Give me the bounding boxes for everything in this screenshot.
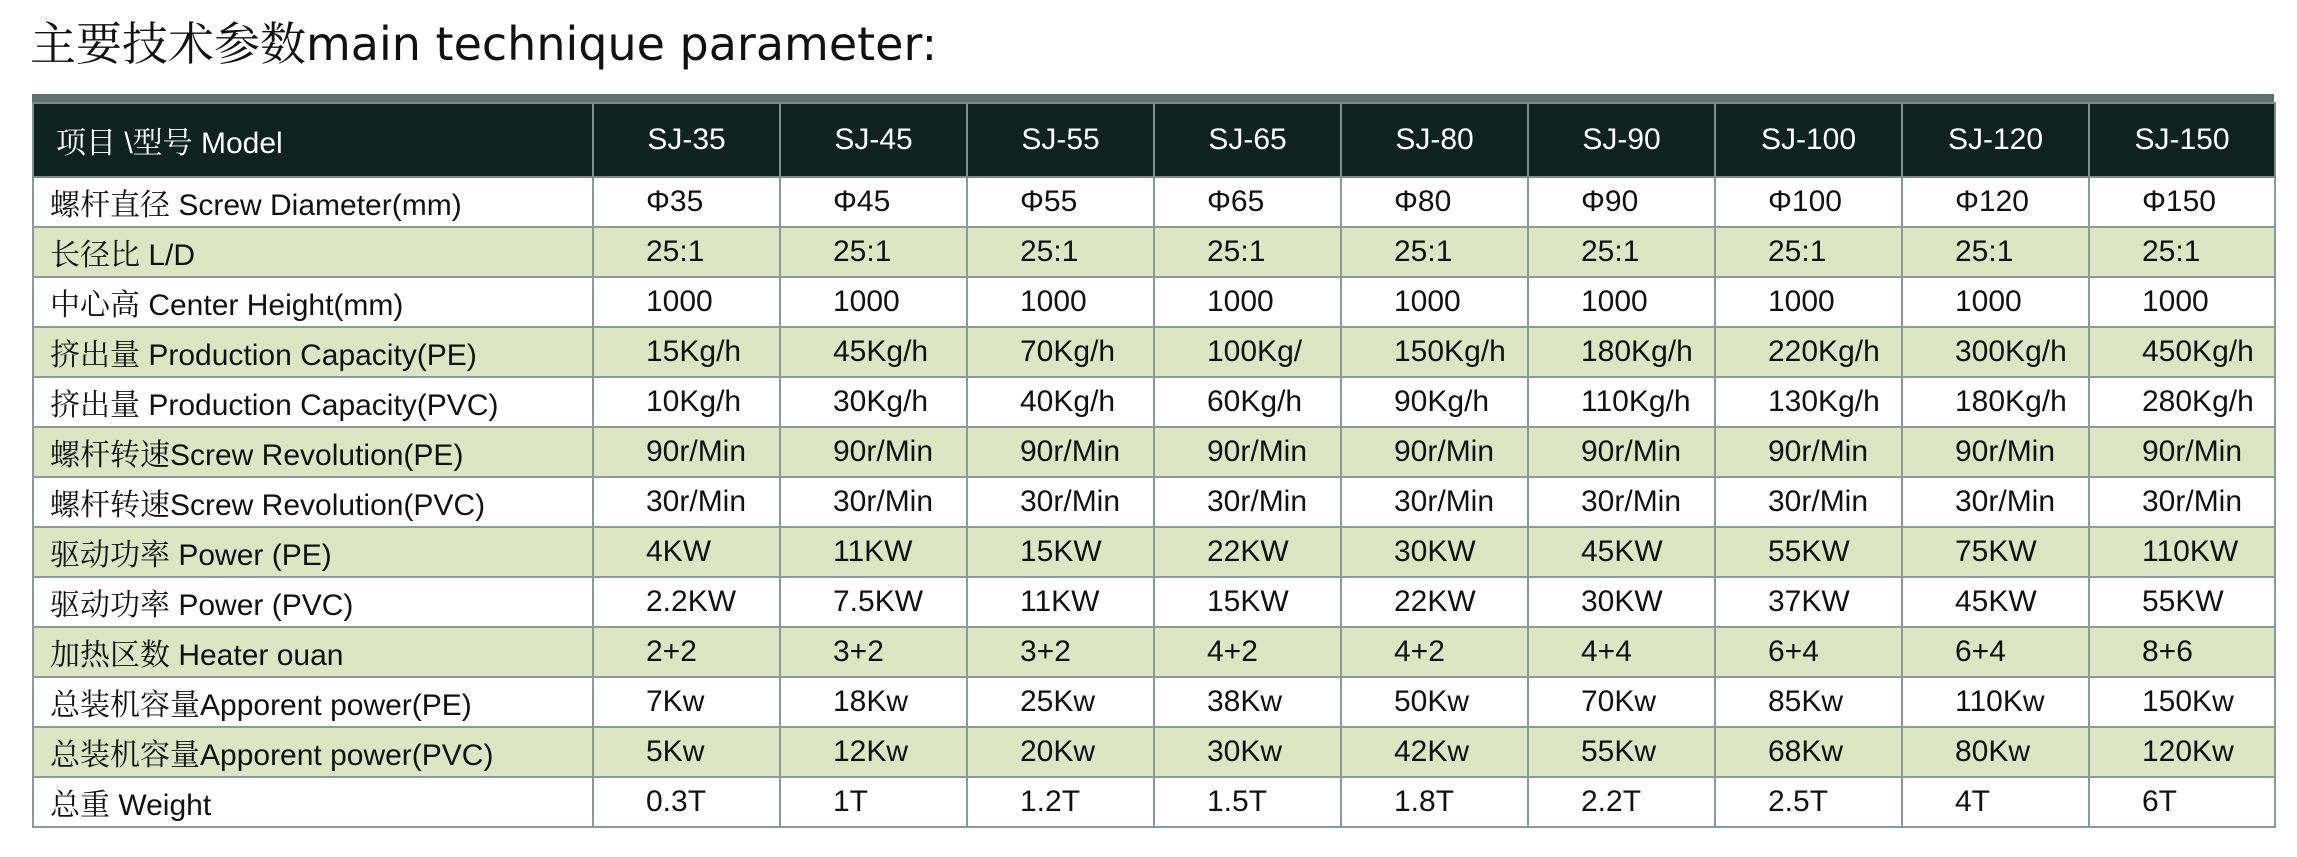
table-cell: 2.2KW xyxy=(593,577,780,627)
model-header: SJ-100 xyxy=(1715,103,1902,177)
table-cell: 25:1 xyxy=(967,227,1154,277)
table-cell: 75KW xyxy=(1902,527,2089,577)
table-cell: 1000 xyxy=(2089,277,2275,327)
table-cell: 4T xyxy=(1902,777,2089,827)
table-row xyxy=(33,177,2275,227)
header-label: 项目 \型号 Model xyxy=(33,103,593,177)
table-cell: 7.5KW xyxy=(780,577,967,627)
row-label: 螺杆转速Screw Revolution(PE) xyxy=(33,427,593,477)
table-cell: 2.5T xyxy=(1715,777,1902,827)
table-row xyxy=(33,227,2275,277)
table-cell: 1000 xyxy=(1715,277,1902,327)
table-cell: 280Kg/h xyxy=(2089,377,2275,427)
table-cell: 30KW xyxy=(1341,527,1528,577)
page-title: 主要技术参数main technique parameter: xyxy=(30,17,938,71)
table-cell: 25:1 xyxy=(593,227,780,277)
table-cell: 90r/Min xyxy=(1902,427,2089,477)
table-cell: 70Kw xyxy=(1528,677,1715,727)
table-row xyxy=(33,677,2275,727)
table-cell: 1000 xyxy=(1341,277,1528,327)
table-cell: Φ80 xyxy=(1341,177,1528,227)
table-cell: 1.2T xyxy=(967,777,1154,827)
table-cell: 90r/Min xyxy=(1715,427,1902,477)
model-header: SJ-90 xyxy=(1528,103,1715,177)
table-cell: 55KW xyxy=(1715,527,1902,577)
table-cell: 30r/Min xyxy=(1528,477,1715,527)
row-label: 中心高 Center Height(mm) xyxy=(33,277,593,327)
table-cell: 1000 xyxy=(593,277,780,327)
table-cell: 30r/Min xyxy=(780,477,967,527)
model-header: SJ-65 xyxy=(1154,103,1341,177)
table-cell: Φ35 xyxy=(593,177,780,227)
table-cell: 55KW xyxy=(2089,577,2275,627)
table-cell: 90r/Min xyxy=(2089,427,2275,477)
row-label: 总装机容量Apporent power(PE) xyxy=(33,677,593,727)
table-cell: 85Kw xyxy=(1715,677,1902,727)
table-cell: 25:1 xyxy=(1528,227,1715,277)
table-cell: 10Kg/h xyxy=(593,377,780,427)
table-cell: 8+6 xyxy=(2089,627,2275,677)
table-cell: 4+2 xyxy=(1154,627,1341,677)
model-header: SJ-120 xyxy=(1902,103,2089,177)
table-cell: 22KW xyxy=(1154,527,1341,577)
table-cell: Φ150 xyxy=(2089,177,2275,227)
table-cell: 22KW xyxy=(1341,577,1528,627)
model-header: SJ-150 xyxy=(2089,103,2275,177)
table-cell: 20Kw xyxy=(967,727,1154,777)
table-cell: 37KW xyxy=(1715,577,1902,627)
model-header: SJ-45 xyxy=(780,103,967,177)
table-cell: 150Kw xyxy=(2089,677,2275,727)
table-cell: 4+4 xyxy=(1528,627,1715,677)
table-cell: 90r/Min xyxy=(1528,427,1715,477)
table-cell: 70Kg/h xyxy=(967,327,1154,377)
table-cell: 180Kg/h xyxy=(1902,377,2089,427)
table-cell: 3+2 xyxy=(967,627,1154,677)
table-cell: 150Kg/h xyxy=(1341,327,1528,377)
table-cell: 4+2 xyxy=(1341,627,1528,677)
table-cell: 220Kg/h xyxy=(1715,327,1902,377)
table-cell: 1.8T xyxy=(1341,777,1528,827)
table-cell: 30r/Min xyxy=(593,477,780,527)
table-row xyxy=(33,277,2275,327)
row-label: 挤出量 Production Capacity(PVC) xyxy=(33,377,593,427)
table-cell: 30KW xyxy=(1528,577,1715,627)
table-cell: 45Kg/h xyxy=(780,327,967,377)
table-cell: 2.2T xyxy=(1528,777,1715,827)
table-cell: 30r/Min xyxy=(1715,477,1902,527)
table-cell: 30r/Min xyxy=(967,477,1154,527)
table-row xyxy=(33,627,2275,677)
model-header: SJ-35 xyxy=(593,103,780,177)
table-cell: Φ55 xyxy=(967,177,1154,227)
table-cell: Φ90 xyxy=(1528,177,1715,227)
table-cell: 0.3T xyxy=(593,777,780,827)
table-cell: 1T xyxy=(780,777,967,827)
model-header: SJ-80 xyxy=(1341,103,1528,177)
table-cell: Φ100 xyxy=(1715,177,1902,227)
table-row xyxy=(33,327,2275,377)
table-cell: 90r/Min xyxy=(967,427,1154,477)
table-cell: 4KW xyxy=(593,527,780,577)
row-label: 长径比 L/D xyxy=(33,227,593,277)
row-label: 挤出量 Production Capacity(PE) xyxy=(33,327,593,377)
table-cell: 6+4 xyxy=(1902,627,2089,677)
table-cell: Φ45 xyxy=(780,177,967,227)
table-row xyxy=(33,727,2275,777)
table-cell: 120Kw xyxy=(2089,727,2275,777)
row-label: 螺杆转速Screw Revolution(PVC) xyxy=(33,477,593,527)
table-cell: 12Kw xyxy=(780,727,967,777)
table-cell: 30Kw xyxy=(1154,727,1341,777)
header-row xyxy=(33,103,2275,177)
table-cell: 7Kw xyxy=(593,677,780,727)
table-row xyxy=(33,377,2275,427)
table-cell: 55Kw xyxy=(1528,727,1715,777)
table-cell: 6T xyxy=(2089,777,2275,827)
table-cell: 15KW xyxy=(1154,577,1341,627)
table-cell: 3+2 xyxy=(780,627,967,677)
table-cell: 25:1 xyxy=(780,227,967,277)
table-cell: 100Kg/ xyxy=(1154,327,1341,377)
parameter-table xyxy=(32,102,2276,828)
table-cell: 42Kw xyxy=(1341,727,1528,777)
row-label: 总装机容量Apporent power(PVC) xyxy=(33,727,593,777)
table-row xyxy=(33,577,2275,627)
table-cell: 80Kw xyxy=(1902,727,2089,777)
table-cell: 30r/Min xyxy=(2089,477,2275,527)
row-label: 驱动功率 Power (PVC) xyxy=(33,577,593,627)
table-cell: 90r/Min xyxy=(780,427,967,477)
table-cell: 90r/Min xyxy=(593,427,780,477)
table-cell: 30r/Min xyxy=(1154,477,1341,527)
table-cell: 45KW xyxy=(1902,577,2089,627)
table-cell: 110KW xyxy=(2089,527,2275,577)
table-cell: 90r/Min xyxy=(1341,427,1528,477)
table-cell: 90r/Min xyxy=(1154,427,1341,477)
table-cell: 25:1 xyxy=(1341,227,1528,277)
table-cell: 18Kw xyxy=(780,677,967,727)
table-cell: 50Kw xyxy=(1341,677,1528,727)
table-cell: 1000 xyxy=(1154,277,1341,327)
table-cell: 25:1 xyxy=(1902,227,2089,277)
table-cell: Φ65 xyxy=(1154,177,1341,227)
table-cell: 110Kw xyxy=(1902,677,2089,727)
table-cell: 300Kg/h xyxy=(1902,327,2089,377)
table-cell: 11KW xyxy=(967,577,1154,627)
table-cell: 2+2 xyxy=(593,627,780,677)
table-cell: 6+4 xyxy=(1715,627,1902,677)
table-cell: 25:1 xyxy=(2089,227,2275,277)
table-cell: 11KW xyxy=(780,527,967,577)
table-cell: 25:1 xyxy=(1715,227,1902,277)
table-cell: 130Kg/h xyxy=(1715,377,1902,427)
table-cell: 30Kg/h xyxy=(780,377,967,427)
table-cell: 15KW xyxy=(967,527,1154,577)
row-label: 总重 Weight xyxy=(33,777,593,827)
table-cell: 5Kw xyxy=(593,727,780,777)
table-cell: 25:1 xyxy=(1154,227,1341,277)
table-cell: 68Kw xyxy=(1715,727,1902,777)
table-cell: 450Kg/h xyxy=(2089,327,2275,377)
table-cell: 1000 xyxy=(967,277,1154,327)
table-row xyxy=(33,427,2275,477)
table-cell: 1000 xyxy=(780,277,967,327)
table-cell: 1000 xyxy=(1902,277,2089,327)
table-cell: 30r/Min xyxy=(1902,477,2089,527)
row-label: 螺杆直径 Screw Diameter(mm) xyxy=(33,177,593,227)
table-cell: 1.5T xyxy=(1154,777,1341,827)
model-header: SJ-55 xyxy=(967,103,1154,177)
table-row xyxy=(33,477,2275,527)
row-label: 加热区数 Heater ouan xyxy=(33,627,593,677)
table-row xyxy=(33,777,2275,827)
table-cell: 45KW xyxy=(1528,527,1715,577)
table-row xyxy=(33,527,2275,577)
table-cell: 25Kw xyxy=(967,677,1154,727)
table-cell: 90Kg/h xyxy=(1341,377,1528,427)
table-cell: 30r/Min xyxy=(1341,477,1528,527)
table-cell: 60Kg/h xyxy=(1154,377,1341,427)
table-cell: 38Kw xyxy=(1154,677,1341,727)
table-cell: 15Kg/h xyxy=(593,327,780,377)
table-cell: 40Kg/h xyxy=(967,377,1154,427)
table-cell: Φ120 xyxy=(1902,177,2089,227)
table-cell: 110Kg/h xyxy=(1528,377,1715,427)
table-cell: 180Kg/h xyxy=(1528,327,1715,377)
row-label: 驱动功率 Power (PE) xyxy=(33,527,593,577)
table-cell: 1000 xyxy=(1528,277,1715,327)
